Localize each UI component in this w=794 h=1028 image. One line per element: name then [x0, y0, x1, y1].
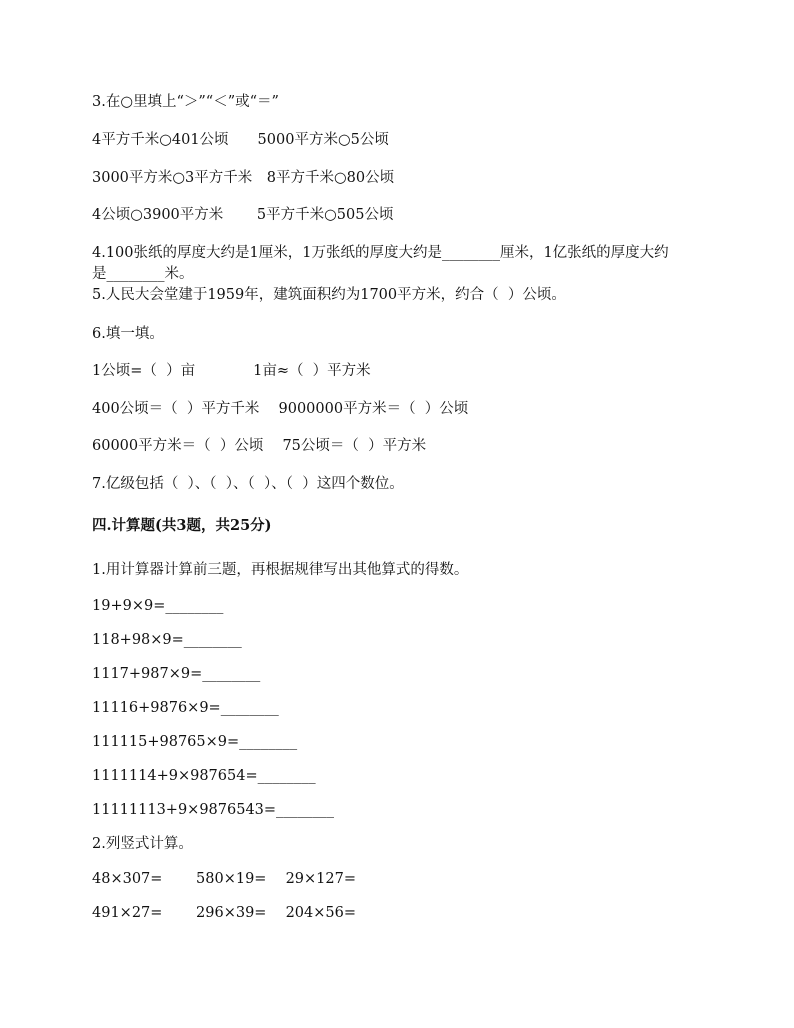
vertical-calc-row-1: 48×307= 580×19= 29×127= [92, 871, 356, 887]
fill-row-1: 1公顷=（ ）亩 1亩≈（ ）平方米 [92, 363, 371, 379]
compare-row-2: 3000平方米○3平方千米 8平方千米○80公顷 [92, 170, 395, 186]
section-4-heading: 四.计算题(共3题，共25分) [92, 517, 272, 534]
calc-row-2: 118+98×9=________ [92, 632, 242, 648]
question-5: 5.人民大会堂建于1959年，建筑面积约为1700平方米，约合（ ）公顷。 [92, 287, 566, 303]
calc-question-2-title: 2.列竖式计算。 [92, 836, 193, 852]
compare-row-3: 4公顷○3900平方米 5平方千米○505公顷 [92, 207, 394, 223]
question-3-title: 3.在○里填上“＞”“＜”或“＝” [92, 94, 279, 110]
fill-row-3: 60000平方米＝（ ）公顷 75公顷＝（ ）平方米 [92, 438, 427, 454]
calc-row-4: 11116+9876×9=________ [92, 700, 279, 716]
fill-row-2: 400公顷＝（ ）平方千米 9000000平方米＝（ ）公顷 [92, 401, 469, 417]
question-4-line-1: 4.100张纸的厚度大约是1厘米，1万张纸的厚度大约是________厘米，1亿张纸的厚度大约 [92, 245, 669, 261]
vertical-calc-row-2: 491×27= 296×39= 204×56= [92, 905, 356, 921]
compare-row-1: 4平方千米○401公顷 5000平方米○5公顷 [92, 132, 389, 148]
calc-row-3: 1117+987×9=________ [92, 666, 261, 682]
calc-question-1-title: 1.用计算器计算前三题，再根据规律写出其他算式的得数。 [92, 562, 469, 578]
question-6-title: 6.填一填。 [92, 326, 164, 342]
calc-row-7: 11111113+9×9876543=________ [92, 802, 335, 818]
calc-row-5: 111115+98765×9=________ [92, 734, 298, 750]
question-7: 7.亿级包括（ ）、（ ）、（ ）、（ ）这四个数位。 [92, 476, 404, 492]
calc-row-6: 1111114+9×987654=________ [92, 768, 316, 784]
question-4-line-2: 是________米。 [92, 266, 194, 282]
calc-row-1: 19+9×9=________ [92, 598, 224, 614]
